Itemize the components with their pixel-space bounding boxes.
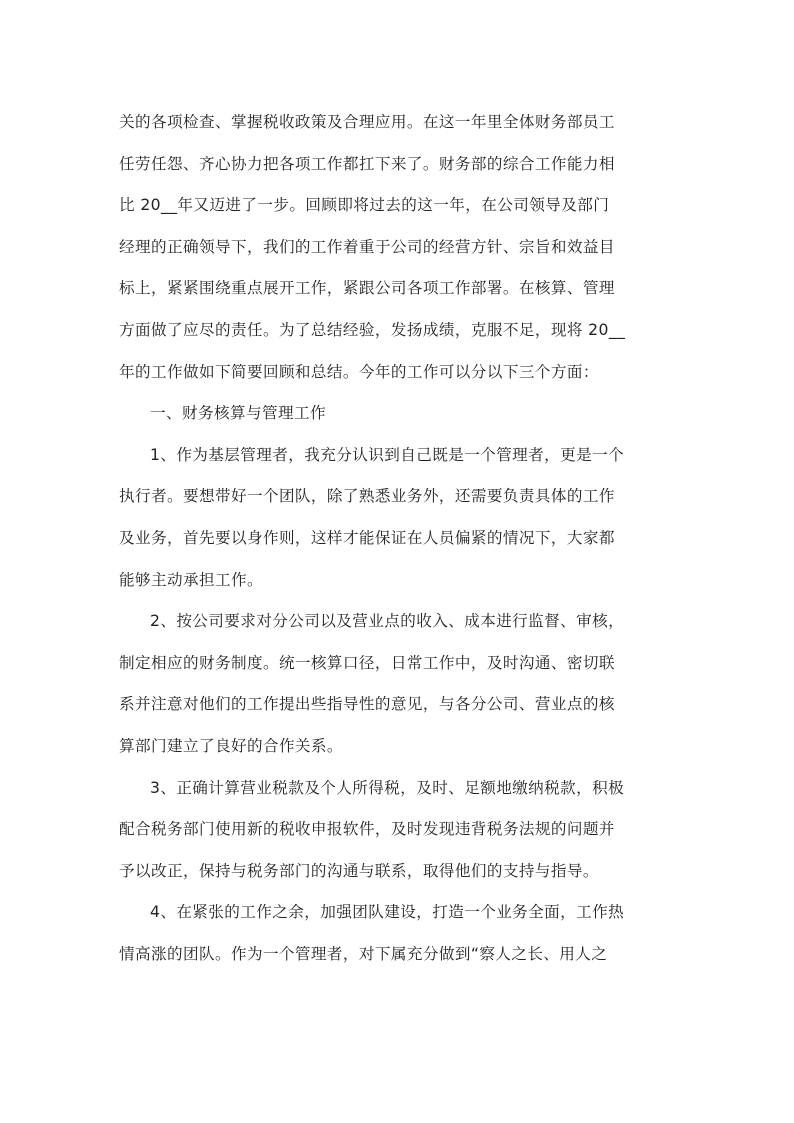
text-line: 1、作为基层管理者，我充分认识到自己既是一个管理者，更是一个 [150, 445, 625, 464]
text-line: 情高涨的团队。作为一个管理者，对下属充分做到“察人之长、用人之 [119, 944, 608, 963]
text-line: 制定相应的财务制度。统一核算口径，日常工作中，及时沟通、密切联 [119, 653, 615, 672]
text-line: 关的各项检查、掌握税收政策及合理应用。在这一年里全体财务部员工 [119, 113, 615, 131]
text-line: 予以改正，保持与税务部门的沟通与联系，取得他们的支持与指导。 [119, 861, 599, 880]
text-line: 比 20__年又迈进了一步。回顾即将过去的这一年，在公司领导及部门 [119, 196, 610, 215]
text-line: 年的工作做如下简要回顾和总结。今年的工作可以分以下三个方面： [119, 362, 599, 381]
text-line: 方面做了应尽的责任。为了总结经验，发扬成绩，克服不足，现将 20__ [119, 320, 626, 339]
text-line: 配合税务部门使用新的税收申报软件，及时发现违背税务法规的问题并 [119, 820, 615, 839]
text-line: 执行者。要想带好一个团队，除了熟悉业务外，还需要负责具体的工作 [119, 487, 615, 506]
text-line: 经理的正确领导下，我们的工作着重于公司的经营方针、宗旨和效益目 [119, 237, 615, 256]
text-line: 标上，紧紧围绕重点展开工作，紧跟公司各项工作部署。在核算、管理 [119, 279, 615, 298]
text-line: 2、按公司要求对分公司以及营业点的收入、成本进行监督、审核， [150, 612, 625, 631]
text-line: 一、财务核算与管理工作 [150, 404, 326, 423]
text-line: 及业务，首先要以身作则，这样才能保证在人员偏紧的情况下，大家都 [119, 528, 615, 547]
document-body [119, 102, 679, 975]
text-line: 4、在紧张的工作之余，加强团队建设，打造一个业务全面，工作热 [150, 903, 625, 922]
text-line: 能够主动承担工作。 [119, 570, 263, 589]
text-line: 系并注意对他们的工作提出些指导性的意见，与各分公司、营业点的核 [119, 695, 615, 714]
text-line: 3、正确计算营业税款及个人所得税，及时、足额地缴纳税款，积极 [150, 778, 625, 797]
text-line: 任劳任怨、齐心协力把各项工作都扛下来了。财务部的综合工作能力相 [119, 154, 615, 173]
text-line: 算部门建立了良好的合作关系。 [119, 736, 343, 755]
